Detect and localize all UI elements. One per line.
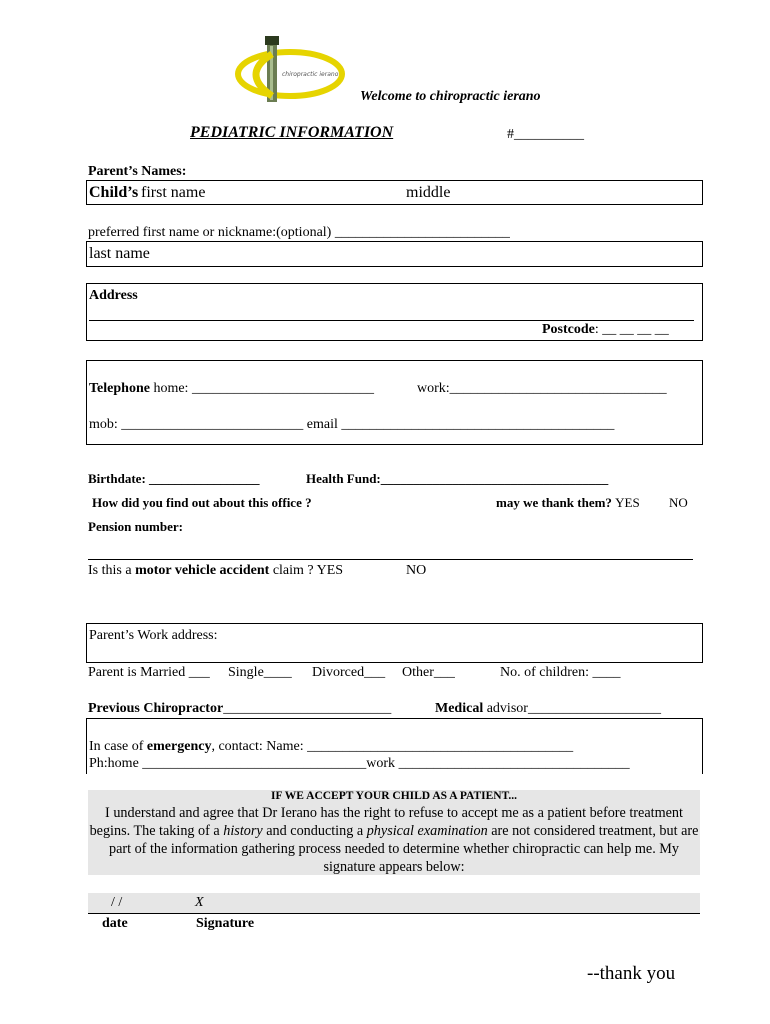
parents-names-label: Parent’s Names: — [88, 164, 187, 179]
pension-number-label: Pension number: — [88, 519, 183, 534]
birthdate-label: Birthdate: — [88, 471, 146, 486]
previous-chiropractor-field[interactable] — [88, 701, 391, 717]
telephone-work-line[interactable] — [417, 381, 667, 397]
mobile-email-line[interactable] — [89, 417, 614, 433]
number-of-children-field[interactable]: No. of children: ____ — [500, 665, 621, 680]
page-title: PEDIATRIC INFORMATION — [190, 124, 394, 141]
advisor-label: advisor — [483, 701, 528, 716]
divorced-option[interactable]: Divorced___ — [312, 665, 386, 680]
health-fund-label: Health Fund: — [306, 471, 381, 486]
other-option[interactable]: Other___ — [402, 665, 455, 680]
emergency-ph-home: Ph:home — [89, 756, 143, 771]
emergency-work-label: work — [366, 756, 399, 771]
emergency-home-blank: ________________________________ — [142, 756, 367, 771]
chiropractic-ierano-logo — [234, 36, 346, 104]
postcode-label: Postcode — [542, 322, 595, 337]
welcome-text: Welcome to chiropractic ierano — [360, 89, 541, 104]
telephone-box[interactable] — [86, 360, 703, 445]
emergency-name-blank: ______________________________________ — [307, 739, 574, 754]
emergency-contact-box[interactable] — [86, 718, 703, 774]
email-label: email — [303, 417, 342, 432]
thank-them-label: may we thank them? — [496, 495, 616, 510]
email-blank: _______________________________________ — [341, 417, 615, 432]
health-fund-blank: ___________________________________ — [380, 471, 609, 486]
work-address-label: Parent’s Work address: — [89, 628, 218, 643]
mva-question — [88, 563, 343, 579]
last-name-box[interactable] — [86, 241, 703, 267]
married-option[interactable]: Parent is Married ___ — [88, 665, 210, 680]
mob-blank: __________________________ — [121, 417, 304, 432]
previous-chiropractor-label: Previous Chiropractor — [88, 701, 224, 716]
consent-heading: IF WE ACCEPT YOUR CHILD AS A PATIENT... — [270, 790, 518, 802]
emergency-prefix: In case of — [89, 739, 147, 754]
physical-exam-term: physical examination — [366, 823, 488, 839]
pension-line — [88, 559, 693, 560]
address-box[interactable] — [86, 283, 703, 341]
mva-no-option[interactable]: NO — [406, 563, 427, 578]
home-label: home: — [149, 381, 192, 396]
logo-text: chiropractic ierano — [282, 71, 339, 78]
telephone-home-line[interactable] — [89, 381, 374, 397]
first-name-label: first name — [141, 184, 206, 201]
medical-advisor-field[interactable] — [435, 701, 661, 717]
nickname-field[interactable] — [88, 225, 510, 241]
signature-label: Signature — [196, 916, 255, 931]
childs-label: Child’s — [89, 184, 139, 201]
home-blank: __________________________ — [191, 381, 374, 396]
advisor-blank: ___________________ — [527, 701, 661, 716]
birthdate-blank: _________________ — [145, 471, 260, 486]
postcode-colon: : — [594, 322, 599, 337]
work-address-box[interactable] — [86, 623, 703, 663]
date-label: date — [102, 916, 128, 931]
address-label: Address — [89, 288, 138, 303]
emergency-work-blank: _________________________________ — [398, 756, 630, 771]
postcode-field[interactable] — [542, 322, 669, 338]
emergency-phone-line[interactable] — [89, 756, 630, 772]
nickname-label: preferred first name or nickname:(optional) — [88, 225, 335, 240]
history-term: history — [223, 823, 263, 839]
mva-bold: motor vehicle accident — [135, 563, 270, 578]
thank-yes-option[interactable]: YES — [615, 495, 640, 510]
birthdate-field[interactable] — [88, 471, 260, 487]
mva-yes-option[interactable]: claim ? YES — [269, 563, 344, 578]
mva-prefix: Is this a — [88, 563, 136, 578]
work-blank: _______________________________ — [449, 381, 667, 396]
thank-no-option[interactable]: NO — [669, 495, 688, 510]
work-label: work: — [417, 381, 450, 396]
mob-label: mob: — [89, 417, 122, 432]
emergency-suffix: , contact: Name: — [211, 739, 308, 754]
medical-label: Medical — [435, 701, 484, 716]
find-office-label: How did you find out about this office ? — [92, 495, 312, 510]
previous-chiropractor-blank: ________________________ — [223, 701, 392, 716]
emergency-bold: emergency — [146, 739, 212, 754]
signature-bar[interactable] — [88, 893, 700, 914]
child-name-box[interactable] — [86, 180, 703, 205]
consent-text: I understand and agree that Dr Ierano has the right to refuse to accept me as a patient before treatment begins. The taking of a history and conducting a physical examination are not considered treatment, but are part of the information gathering process needed to determine whether chiropractic can help me. My signature appears below: — [89, 805, 699, 875]
single-option[interactable]: Single____ — [228, 665, 292, 680]
nickname-blank: _________________________ — [334, 225, 510, 240]
signature-x-mark: X — [195, 895, 204, 910]
last-name-label: last name — [89, 245, 150, 262]
health-fund-field[interactable] — [306, 471, 608, 487]
telephone-label: Telephone — [89, 381, 150, 396]
thank-you-text: --thank you — [587, 963, 676, 984]
postcode-blanks: __ __ __ __ — [598, 322, 669, 337]
middle-name-label: middle — [406, 184, 451, 201]
emergency-name-line[interactable] — [89, 739, 573, 755]
date-slashes: / / — [111, 895, 123, 910]
number-field: #__________ — [507, 127, 584, 142]
address-line — [89, 320, 694, 321]
